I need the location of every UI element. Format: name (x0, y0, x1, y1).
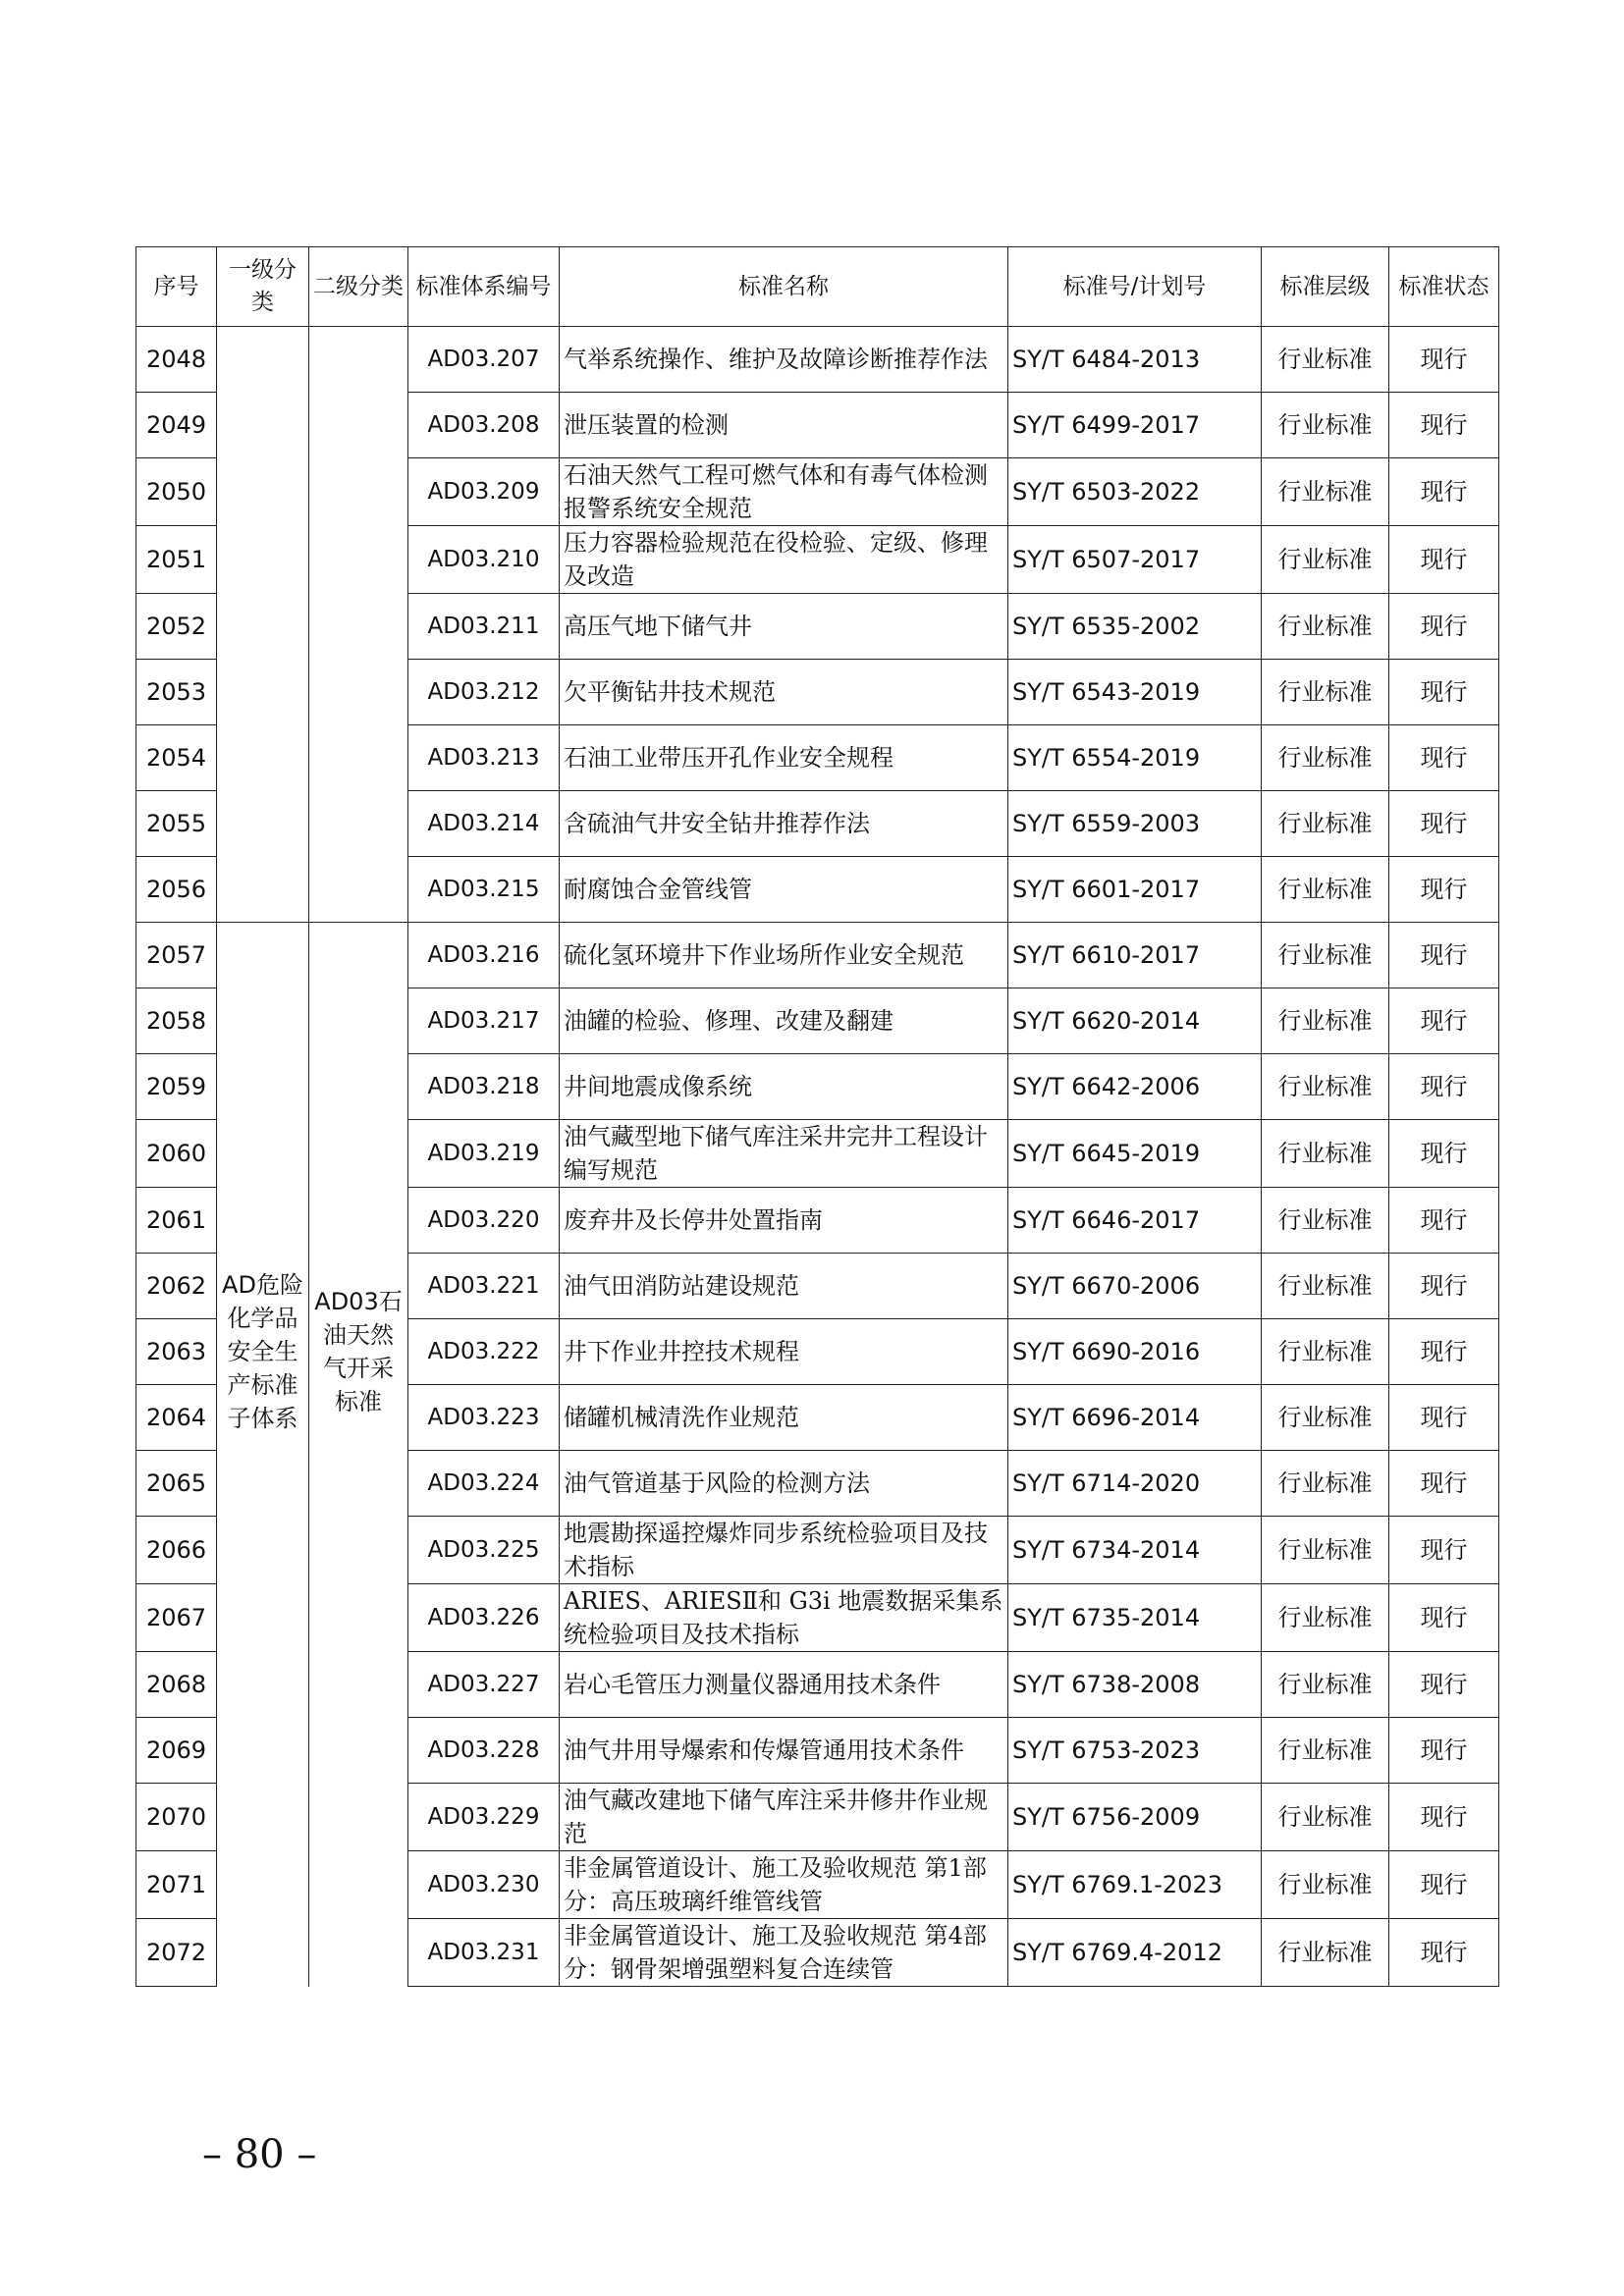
cell-level2-category (309, 988, 408, 1054)
row-standard-number: SY/T 6696-2014 (1008, 1385, 1262, 1451)
row-standard-number: SY/T 6499-2017 (1008, 393, 1262, 458)
cell-level2-category (309, 1188, 408, 1254)
cell-level2-category (309, 393, 408, 458)
row-tier: 行业标准 (1262, 1718, 1389, 1784)
row-tier: 行业标准 (1262, 791, 1389, 857)
row-system-code: AD03.225 (408, 1517, 560, 1584)
cell-level2-category (309, 857, 408, 923)
row-standard-name: 泄压装置的检测 (560, 393, 1008, 458)
table-row (136, 1919, 1499, 1987)
row-standard-name: 高压气地下储气井 (560, 594, 1008, 660)
table-row (136, 327, 1499, 393)
row-standard-number: SY/T 6734-2014 (1008, 1517, 1262, 1584)
cell-level1-category (217, 660, 309, 725)
cell-level1-category (217, 1851, 309, 1919)
row-system-code: AD03.211 (408, 594, 560, 660)
table-row (136, 988, 1499, 1054)
cell-level2-category (309, 1120, 408, 1188)
row-system-code: AD03.216 (408, 923, 560, 988)
header-row (136, 247, 1499, 327)
row-standard-number: SY/T 6714-2020 (1008, 1451, 1262, 1517)
row-standard-name: 非金属管道设计、施工及验收规范 第4部分：钢骨架增强塑料复合连续管 (560, 1919, 1008, 1987)
cell-level1-category (217, 458, 309, 526)
header-level2: 二级分类 (309, 247, 408, 327)
cell-level1-category (217, 923, 309, 988)
row-seq: 2059 (136, 1054, 217, 1120)
row-system-code: AD03.226 (408, 1584, 560, 1652)
cell-level2-category (309, 725, 408, 791)
cell-level2-category (309, 1652, 408, 1718)
row-system-code: AD03.212 (408, 660, 560, 725)
header-level1: 一级分类 (217, 247, 309, 327)
cell-level2-category (309, 1851, 408, 1919)
row-tier: 行业标准 (1262, 1517, 1389, 1584)
row-system-code: AD03.224 (408, 1451, 560, 1517)
row-system-code: AD03.223 (408, 1385, 560, 1451)
row-tier: 行业标准 (1262, 1584, 1389, 1652)
cell-level2-category-text: AD03石油天然气开采标准 (314, 1288, 403, 1415)
row-seq: 2048 (136, 327, 217, 393)
row-tier: 行业标准 (1262, 458, 1389, 526)
row-standard-name: 油气井用导爆索和传爆管通用技术条件 (560, 1718, 1008, 1784)
row-standard-number: SY/T 6610-2017 (1008, 923, 1262, 988)
table-row (136, 857, 1499, 923)
row-status: 现行 (1389, 458, 1499, 526)
header-name: 标准名称 (560, 247, 1008, 327)
row-seq: 2069 (136, 1718, 217, 1784)
table-header (136, 247, 1499, 327)
row-standard-name: 储罐机械清洗作业规范 (560, 1385, 1008, 1451)
table-row (136, 1851, 1499, 1919)
row-seq: 2057 (136, 923, 217, 988)
row-tier: 行业标准 (1262, 988, 1389, 1054)
row-standard-number: SY/T 6507-2017 (1008, 526, 1262, 594)
row-standard-number: SY/T 6670-2006 (1008, 1254, 1262, 1319)
row-system-code: AD03.229 (408, 1784, 560, 1851)
row-status: 现行 (1389, 923, 1499, 988)
row-standard-name: 非金属管道设计、施工及验收规范 第1部分：高压玻璃纤维管线管 (560, 1851, 1008, 1919)
row-seq: 2055 (136, 791, 217, 857)
row-standard-number: SY/T 6601-2017 (1008, 857, 1262, 923)
row-standard-name: 气举系统操作、维护及故障诊断推荐作法 (560, 327, 1008, 393)
row-status: 现行 (1389, 1385, 1499, 1451)
row-standard-number: SY/T 6484-2013 (1008, 327, 1262, 393)
cell-level1-category (217, 857, 309, 923)
row-status: 现行 (1389, 857, 1499, 923)
table-row (136, 594, 1499, 660)
row-tier: 行业标准 (1262, 1851, 1389, 1919)
row-standard-name: 压力容器检验规范在役检验、定级、修理及改造 (560, 526, 1008, 594)
row-standard-name: 石油工业带压开孔作业安全规程 (560, 725, 1008, 791)
row-seq: 2060 (136, 1120, 217, 1188)
row-tier: 行业标准 (1262, 526, 1389, 594)
header-tier: 标准层级 (1262, 247, 1389, 327)
page-number: – 80 – (202, 2132, 317, 2177)
row-status: 现行 (1389, 1517, 1499, 1584)
row-seq: 2053 (136, 660, 217, 725)
row-status: 现行 (1389, 1784, 1499, 1851)
row-seq: 2050 (136, 458, 217, 526)
row-tier: 行业标准 (1262, 327, 1389, 393)
row-standard-name: ARIES、ARIESⅡ和 G3i 地震数据采集系统检验项目及技术指标 (560, 1584, 1008, 1652)
row-status: 现行 (1389, 1188, 1499, 1254)
row-tier: 行业标准 (1262, 1784, 1389, 1851)
header-system-code: 标准体系编号 (408, 247, 560, 327)
row-seq: 2068 (136, 1652, 217, 1718)
row-seq: 2071 (136, 1851, 217, 1919)
row-status: 现行 (1389, 1451, 1499, 1517)
row-standard-name: 油气田消防站建设规范 (560, 1254, 1008, 1319)
cell-level2-category (309, 791, 408, 857)
row-seq: 2070 (136, 1784, 217, 1851)
header-status: 标准状态 (1389, 247, 1499, 327)
table-body (136, 327, 1499, 1987)
row-standard-number: SY/T 6690-2016 (1008, 1319, 1262, 1385)
table-row (136, 458, 1499, 526)
row-seq: 2049 (136, 393, 217, 458)
row-standard-number: SY/T 6642-2006 (1008, 1054, 1262, 1120)
cell-level1-category (217, 393, 309, 458)
cell-level1-category (217, 791, 309, 857)
row-status: 现行 (1389, 327, 1499, 393)
cell-level2-category (309, 594, 408, 660)
row-tier: 行业标准 (1262, 660, 1389, 725)
row-system-code: AD03.230 (408, 1851, 560, 1919)
row-tier: 行业标准 (1262, 725, 1389, 791)
row-seq: 2067 (136, 1584, 217, 1652)
table-row (136, 1319, 1499, 1385)
cell-level2-category (309, 1584, 408, 1652)
row-standard-number: SY/T 6646-2017 (1008, 1188, 1262, 1254)
row-standard-name: 石油天然气工程可燃气体和有毒气体检测报警系统安全规范 (560, 458, 1008, 526)
row-system-code: AD03.214 (408, 791, 560, 857)
row-standard-name: 硫化氢环境井下作业场所作业安全规范 (560, 923, 1008, 988)
cell-level1-category (217, 1120, 309, 1188)
row-status: 现行 (1389, 988, 1499, 1054)
row-standard-name: 井下作业井控技术规程 (560, 1319, 1008, 1385)
cell-level1-category (217, 725, 309, 791)
cell-level1-category (217, 988, 309, 1054)
table-row (136, 1784, 1499, 1851)
row-seq: 2063 (136, 1319, 217, 1385)
table-row (136, 1188, 1499, 1254)
row-standard-number: SY/T 6753-2023 (1008, 1718, 1262, 1784)
cell-level1-category-text: AD危险化学品安全生产标准子体系 (222, 1271, 303, 1432)
row-standard-number: SY/T 6535-2002 (1008, 594, 1262, 660)
cell-level2-category (309, 1718, 408, 1784)
header-std-no: 标准号/计划号 (1008, 247, 1262, 327)
row-tier: 行业标准 (1262, 1120, 1389, 1188)
row-tier: 行业标准 (1262, 1188, 1389, 1254)
cell-level2-category (309, 1451, 408, 1517)
row-status: 现行 (1389, 1319, 1499, 1385)
cell-level1-category (217, 1054, 309, 1120)
row-standard-number: SY/T 6503-2022 (1008, 458, 1262, 526)
cell-level2-category (309, 1288, 408, 1415)
cell-level2-category (309, 1517, 408, 1584)
row-standard-name: 地震勘探遥控爆炸同步系统检验项目及技术指标 (560, 1517, 1008, 1584)
row-status: 现行 (1389, 1652, 1499, 1718)
row-system-code: AD03.207 (408, 327, 560, 393)
row-seq: 2064 (136, 1385, 217, 1451)
row-system-code: AD03.209 (408, 458, 560, 526)
row-status: 现行 (1389, 725, 1499, 791)
cell-level2-category (309, 526, 408, 594)
row-standard-number: SY/T 6543-2019 (1008, 660, 1262, 725)
row-status: 现行 (1389, 1919, 1499, 1987)
row-tier: 行业标准 (1262, 1652, 1389, 1718)
row-tier: 行业标准 (1262, 1054, 1389, 1120)
row-standard-name: 含硫油气井安全钻井推荐作法 (560, 791, 1008, 857)
row-system-code: AD03.231 (408, 1919, 560, 1987)
table-row (136, 1054, 1499, 1120)
row-tier: 行业标准 (1262, 923, 1389, 988)
row-status: 现行 (1389, 393, 1499, 458)
row-standard-name: 岩心毛管压力测量仪器通用技术条件 (560, 1652, 1008, 1718)
row-status: 现行 (1389, 1584, 1499, 1652)
row-standard-name: 井间地震成像系统 (560, 1054, 1008, 1120)
cell-level2-category (309, 1784, 408, 1851)
table-row (136, 791, 1499, 857)
cell-level1-category (217, 1517, 309, 1584)
row-status: 现行 (1389, 1254, 1499, 1319)
row-seq: 2065 (136, 1451, 217, 1517)
row-system-code: AD03.218 (408, 1054, 560, 1120)
row-standard-name: 油气管道基于风险的检测方法 (560, 1451, 1008, 1517)
table-row (136, 1652, 1499, 1718)
row-tier: 行业标准 (1262, 594, 1389, 660)
table-row (136, 1718, 1499, 1784)
row-standard-name: 油气藏型地下储气库注采井完井工程设计编写规范 (560, 1120, 1008, 1188)
row-standard-number: SY/T 6559-2003 (1008, 791, 1262, 857)
row-standard-name: 油罐的检验、修理、改建及翻建 (560, 988, 1008, 1054)
row-tier: 行业标准 (1262, 1254, 1389, 1319)
row-standard-number: SY/T 6756-2009 (1008, 1784, 1262, 1851)
row-seq: 2052 (136, 594, 217, 660)
row-seq: 2054 (136, 725, 217, 791)
row-system-code: AD03.220 (408, 1188, 560, 1254)
row-seq: 2051 (136, 526, 217, 594)
row-seq: 2062 (136, 1254, 217, 1319)
row-status: 现行 (1389, 1718, 1499, 1784)
cell-level1-category (217, 1784, 309, 1851)
row-tier: 行业标准 (1262, 1451, 1389, 1517)
row-standard-number: SY/T 6769.1-2023 (1008, 1851, 1262, 1919)
cell-level2-category (309, 458, 408, 526)
row-tier: 行业标准 (1262, 1385, 1389, 1451)
row-status: 现行 (1389, 1120, 1499, 1188)
row-standard-number: SY/T 6735-2014 (1008, 1584, 1262, 1652)
row-system-code: AD03.210 (408, 526, 560, 594)
row-tier: 行业标准 (1262, 393, 1389, 458)
row-standard-number: SY/T 6769.4-2012 (1008, 1919, 1262, 1987)
row-system-code: AD03.221 (408, 1254, 560, 1319)
row-standard-number: SY/T 6554-2019 (1008, 725, 1262, 791)
cell-level1-category (217, 1919, 309, 1987)
row-status: 现行 (1389, 594, 1499, 660)
row-tier: 行业标准 (1262, 1319, 1389, 1385)
table-row (136, 725, 1499, 791)
row-system-code: AD03.227 (408, 1652, 560, 1718)
cell-level1-category (217, 1652, 309, 1718)
cell-level2-category (309, 327, 408, 393)
row-system-code: AD03.213 (408, 725, 560, 791)
table-row (136, 660, 1499, 725)
row-tier: 行业标准 (1262, 1919, 1389, 1987)
table-row (136, 393, 1499, 458)
table-row (136, 1584, 1499, 1652)
row-standard-name: 废弃井及长停井处置指南 (560, 1188, 1008, 1254)
cell-level1-category (217, 594, 309, 660)
row-standard-number: SY/T 6645-2019 (1008, 1120, 1262, 1188)
table-row (136, 1451, 1499, 1517)
row-system-code: AD03.215 (408, 857, 560, 923)
row-seq: 2056 (136, 857, 217, 923)
cell-level1-category (217, 327, 309, 393)
row-system-code: AD03.222 (408, 1319, 560, 1385)
cell-level2-category (309, 660, 408, 725)
table-row (136, 1517, 1499, 1584)
row-system-code: AD03.217 (408, 988, 560, 1054)
row-status: 现行 (1389, 791, 1499, 857)
row-system-code: AD03.228 (408, 1718, 560, 1784)
row-system-code: AD03.219 (408, 1120, 560, 1188)
cell-level1-category (217, 1718, 309, 1784)
cell-level2-category (309, 1919, 408, 1987)
row-seq: 2058 (136, 988, 217, 1054)
cell-level1-category (217, 1271, 309, 1432)
standards-table (135, 246, 1499, 1987)
row-status: 现行 (1389, 1851, 1499, 1919)
row-status: 现行 (1389, 660, 1499, 725)
row-tier: 行业标准 (1262, 857, 1389, 923)
row-system-code: AD03.208 (408, 393, 560, 458)
row-status: 现行 (1389, 526, 1499, 594)
header-seq: 序号 (136, 247, 217, 327)
cell-level2-category (309, 1054, 408, 1120)
table-row (136, 923, 1499, 988)
cell-level2-category (309, 923, 408, 988)
row-seq: 2072 (136, 1919, 217, 1987)
row-status: 现行 (1389, 1054, 1499, 1120)
cell-level1-category (217, 1451, 309, 1517)
row-seq: 2066 (136, 1517, 217, 1584)
row-standard-name: 油气藏改建地下储气库注采井修井作业规范 (560, 1784, 1008, 1851)
row-standard-number: SY/T 6620-2014 (1008, 988, 1262, 1054)
cell-level1-category (217, 526, 309, 594)
cell-level1-category (217, 1584, 309, 1652)
cell-level1-category (217, 1188, 309, 1254)
table-row (136, 1120, 1499, 1188)
row-standard-name: 欠平衡钻井技术规范 (560, 660, 1008, 725)
row-standard-number: SY/T 6738-2008 (1008, 1652, 1262, 1718)
row-standard-name: 耐腐蚀合金管线管 (560, 857, 1008, 923)
row-seq: 2061 (136, 1188, 217, 1254)
table-row (136, 526, 1499, 594)
